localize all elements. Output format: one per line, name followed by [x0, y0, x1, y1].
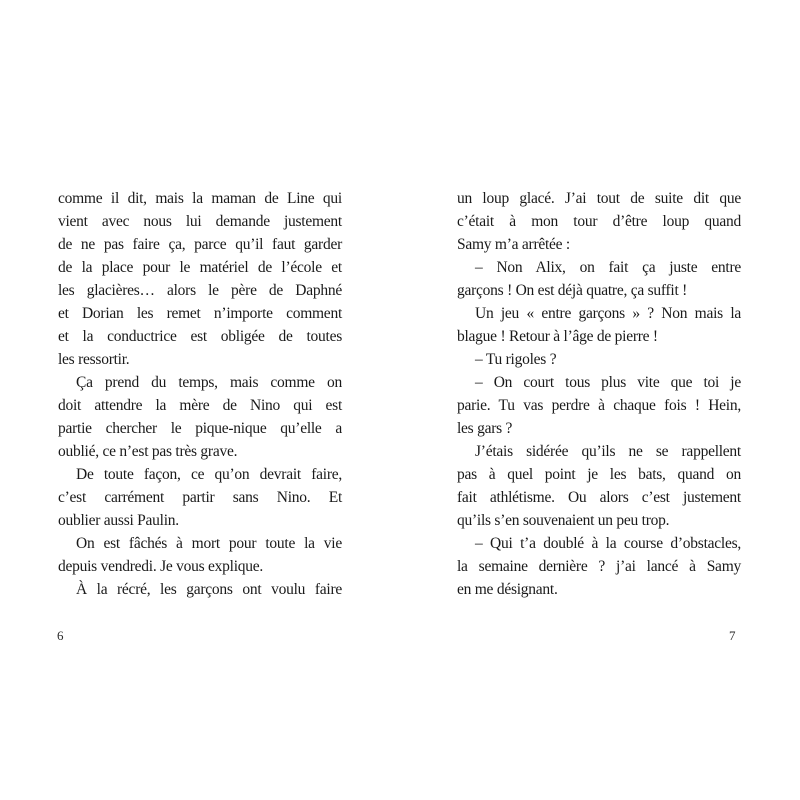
text-line: c’était à mon tour d’être loup quand — [457, 213, 741, 230]
text-line: fait athlétisme. Ou alors c’est justement — [457, 489, 741, 506]
text-line: Samy m’a arrêtée : — [457, 236, 570, 253]
text-line: J’étais sidérée qu’ils ne se rappellent — [475, 443, 741, 460]
text-line: – Non Alix, on fait ça juste entre — [475, 259, 741, 276]
text-line: pas à quel point je les bats, quand on — [457, 466, 741, 483]
text-line: – Qui t’a doublé à la course d’obstacles, — [475, 535, 741, 552]
text-line: parie. Tu vas perdre à chaque fois ! Hein, — [457, 397, 741, 414]
text-line: vient avec nous lui demande justement — [58, 213, 342, 230]
text-line: de la place pour le matériel de l’école et — [58, 259, 342, 276]
text-line: doit attendre la mère de Nino qui est — [58, 397, 342, 414]
text-line: de ne pas faire ça, parce qu’il faut garder — [58, 236, 342, 253]
text-line: blague ! Retour à l’âge de pierre ! — [457, 328, 658, 345]
text-line: et Dorian les remet n’importe comment — [58, 305, 342, 322]
text-line: Un jeu « entre garçons » ? Non mais la — [475, 305, 741, 322]
text-line: partie chercher le pique-nique qu’elle a — [58, 420, 342, 437]
page-right-text — [457, 187, 741, 601]
text-line: – On court tous plus vite que toi je — [475, 374, 741, 391]
text-line: depuis vendredi. Je vous explique. — [58, 558, 264, 575]
text-line: les ressortir. — [58, 351, 130, 368]
text-line: c’est carrément partir sans Nino. Et — [58, 489, 342, 506]
text-line: les glacières… alors le père de Daphné — [58, 282, 342, 299]
text-line: oublier aussi Paulin. — [58, 512, 179, 529]
text-line: comme il dit, mais la maman de Line qui — [58, 190, 342, 207]
page-number-right: 7 — [729, 628, 736, 643]
text-line: la semaine dernière ? j’ai lancé à Samy — [457, 558, 741, 575]
text-line: De toute façon, ce qu’on devrait faire, — [76, 466, 342, 483]
text-line: À la récré, les garçons ont voulu faire — [76, 581, 342, 598]
text-line: On est fâchés à mort pour toute la vie — [76, 535, 342, 552]
text-line: qu’ils s’en souvenaient un peu trop. — [457, 512, 670, 529]
text-line: Ça prend du temps, mais comme on — [76, 374, 342, 391]
text-line: et la conductrice est obligée de toutes — [58, 328, 342, 345]
text-line: les gars ? — [457, 420, 513, 437]
text-line: garçons ! On est déjà quatre, ça suffit ! — [457, 282, 688, 299]
text-line: oublié, ce n’est pas très grave. — [58, 443, 238, 460]
text-line: en me désignant. — [457, 581, 558, 598]
text-line: un loup glacé. J’ai tout de suite dit que — [457, 190, 741, 207]
text-line: – Tu rigoles ? — [475, 351, 557, 368]
page-left-text — [58, 187, 342, 601]
page-number-left: 6 — [57, 628, 64, 643]
